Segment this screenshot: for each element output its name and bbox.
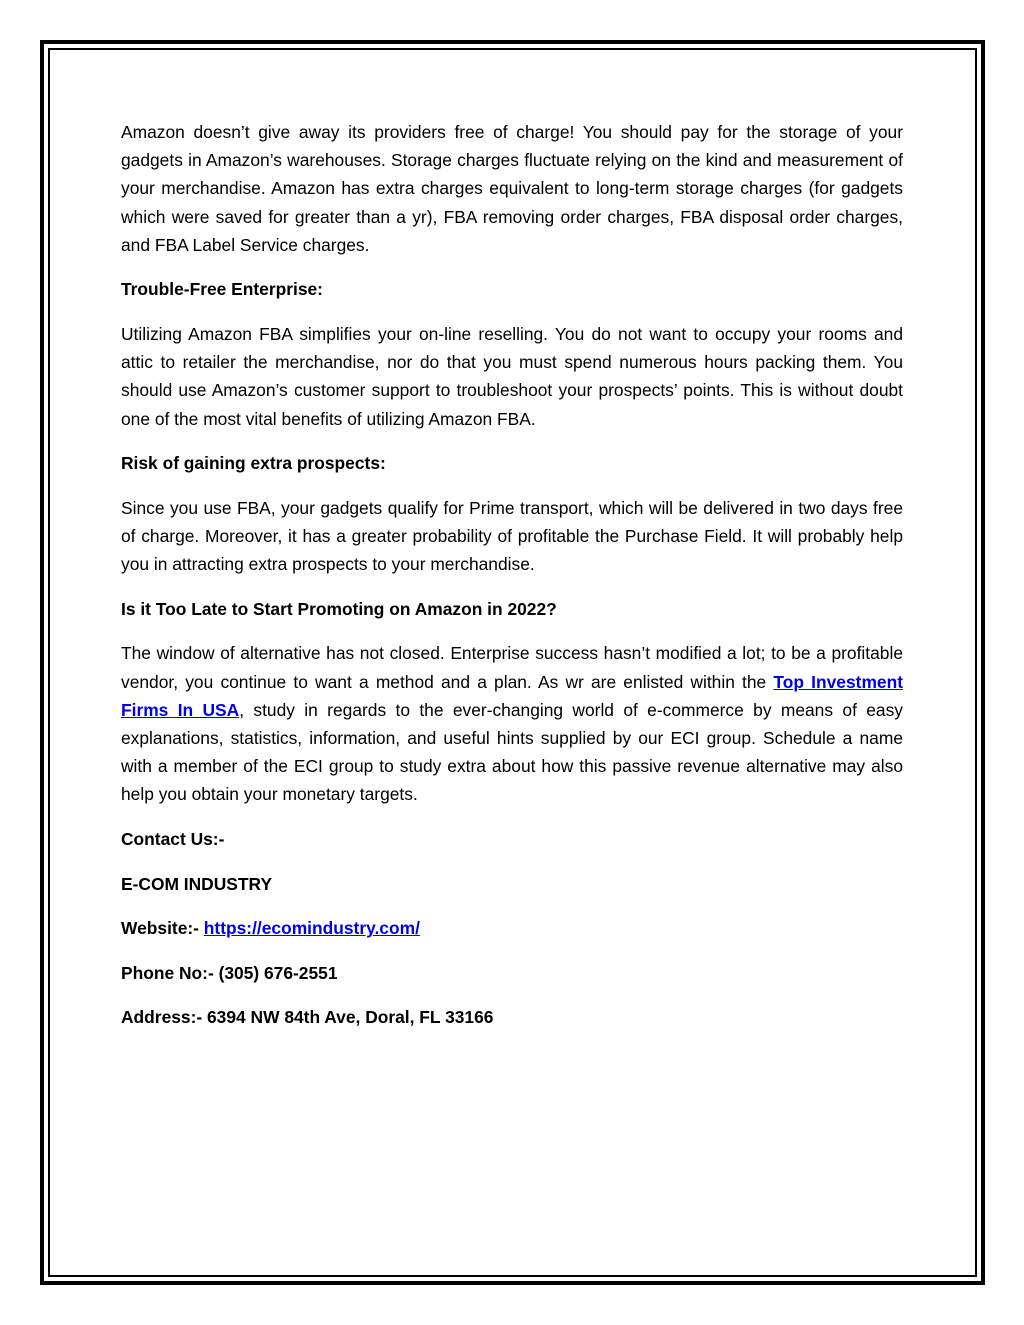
website-link[interactable]: https://ecomindustry.com/ bbox=[203, 918, 420, 939]
heading-trouble-free: Trouble-Free Enterprise: bbox=[121, 279, 323, 300]
address-line: Address:- 6394 NW 84th Ave, Doral, FL 33166 bbox=[121, 1007, 494, 1028]
heading-too-late: Is it Too Late to Start Promoting on Amazon in 2022? bbox=[121, 598, 557, 619]
website-label: Website:- bbox=[121, 918, 204, 939]
heading-extra-prospects: Risk of gaining extra prospects: bbox=[121, 453, 386, 474]
paragraph-storage-charges: Amazon doesn’t give away its providers free of charge! You should pay for the storage of your gadgets in Amazon’s warehouses. Storage charges fluctuate relying on the kind and measurement of your merchandise. Amazon has extra charges equivalent to long-term storage charges (for gadgets which were saved for greater than a yr), FBA removing order charges, FBA disposal order charges, and FBA Label Service charges. bbox=[121, 122, 903, 255]
company-name: E-COM INDUSTRY bbox=[121, 873, 273, 894]
paragraph-window-alternative bbox=[121, 639, 903, 808]
phone-line: Phone No:- (305) 676-2551 bbox=[121, 962, 338, 983]
contact-heading: Contact Us:- bbox=[121, 829, 225, 849]
website-line bbox=[121, 914, 903, 942]
paragraph-simplifies-reselling: Utilizing Amazon FBA simplifies your on-line reselling. You do not want to occupy your rooms and attic to retailer the merchandise, nor do that you must spend numerous hours packing them. You should use Amazon’s customer support to troubleshoot your prospects’ points. This is without doubt one of the most vital benefits of utilizing Amazon FBA. bbox=[121, 324, 903, 429]
paragraph-prime-transport: Since you use FBA, your gadgets qualify for Prime transport, which will be delivered in two days free of charge. Moreover, it has a greater probability of profitable the Purchase Field. It will probably help you in attracting extra prospects to your merchandise. bbox=[121, 497, 903, 575]
paragraph-text-before-link: The window of alternative has not closed. Enterprise success hasn’t modified a lot; to be a profitable vendor, you continue to want a method and a plan. As wr are enlisted within the bbox=[121, 643, 903, 692]
paragraph-text-after-link: , study in regards to the ever-changing world of e-commerce by means of easy explanations, statistics, information, and useful hints supplied by our ECI group. Schedule a name with a member of the ECI group to study extra about how this passive revenue alternative may also help you obtain your monetary targets. bbox=[121, 699, 903, 805]
document-body bbox=[121, 118, 903, 1048]
investment-firms-link[interactable]: Top Investment Firms In USA bbox=[121, 671, 903, 720]
